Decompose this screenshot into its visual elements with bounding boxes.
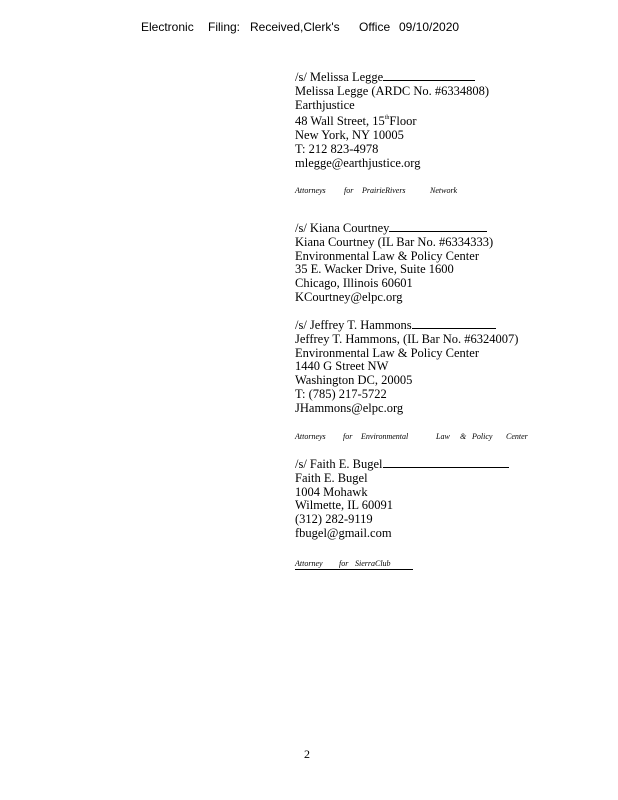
signature-block-legge — [295, 71, 489, 171]
attorneys-for-sierra-club — [295, 559, 413, 570]
header-electronic: Electronic — [141, 20, 194, 34]
city-line: New York, NY 10005 — [295, 128, 404, 143]
email-line: fbugel@gmail.com — [295, 525, 392, 540]
organization-line: Earthjustice — [295, 97, 355, 112]
signature-line — [295, 71, 489, 85]
signature-line — [295, 458, 509, 472]
phone-line: T: (785) 217-5722 — [295, 386, 387, 401]
attorneys-word: Attorneys — [295, 186, 326, 195]
street-line — [295, 112, 489, 129]
signature-underline — [389, 222, 487, 232]
email-line: mlegge@earthjustice.org — [295, 155, 421, 170]
attorney-name-line: Jeffrey T. Hammons, (IL Bar No. #6324007) — [295, 331, 519, 346]
signature-underline — [412, 319, 496, 329]
attorney-name-line: Faith E. Bugel — [295, 470, 368, 485]
signature-block-courtney — [295, 222, 493, 305]
signature-underline — [383, 458, 509, 468]
signature-underline — [383, 71, 475, 81]
client-word: SierraClub — [355, 559, 391, 568]
signature-text: /s/ Faith E. Bugel — [295, 457, 383, 471]
organization-line: Environmental Law & Policy Center — [295, 248, 479, 263]
for-word: for — [343, 432, 353, 441]
for-word: for — [339, 559, 349, 568]
signature-text: /s/ Kiana Courtney — [295, 221, 390, 235]
phone-line: (312) 282-9119 — [295, 512, 373, 527]
client-word: Center — [506, 432, 528, 441]
street-line: 1004 Mohawk — [295, 484, 368, 499]
attorneys-word: Attorney — [295, 559, 323, 568]
email-line: JHammons@elpc.org — [295, 400, 404, 415]
header-office: Office — [359, 20, 391, 34]
client-word: Network — [430, 186, 458, 195]
attorney-name-line: Kiana Courtney (IL Bar No. #6334333) — [295, 234, 494, 249]
client-word: Law — [436, 432, 450, 441]
signature-block-bugel — [295, 458, 509, 541]
client-word: & — [460, 432, 467, 441]
for-word: for — [344, 186, 354, 195]
city-line: Wilmette, IL 60091 — [295, 498, 393, 513]
street-text: 48 Wall Street, 15 — [295, 114, 385, 129]
page-number: 2 — [304, 747, 310, 761]
street-superscript: th — [384, 115, 390, 122]
street-line: 35 E. Wacker Drive, Suite 1600 — [295, 262, 454, 277]
attorney-name-line: Melissa Legge (ARDC No. #6334808) — [295, 83, 490, 98]
signature-text: /s/ Melissa Legge — [295, 70, 384, 84]
city-line: Washington DC, 20005 — [295, 373, 413, 388]
street-floor: Floor — [389, 114, 417, 129]
phone-line: T: 212 823-4978 — [295, 141, 379, 156]
signature-line — [295, 222, 493, 236]
filing-header — [0, 20, 618, 36]
street-line: 1440 G Street NW — [295, 359, 389, 374]
email-line: KCourtney@elpc.org — [295, 289, 403, 304]
header-filing: Filing: — [208, 20, 241, 34]
header-received: Received,Clerk's — [250, 20, 340, 34]
client-word: Environmental — [361, 432, 409, 441]
attorneys-word: Attorneys — [295, 432, 326, 441]
client-word: Policy — [472, 432, 493, 441]
signature-text: /s/ Jeffrey T. Hammons — [295, 318, 412, 332]
city-line: Chicago, Illinois 60601 — [295, 276, 413, 291]
organization-line: Environmental Law & Policy Center — [295, 345, 479, 360]
signature-line — [295, 319, 518, 333]
client-word: PrairieRivers — [362, 186, 406, 195]
header-date: 09/10/2020 — [399, 20, 460, 34]
signature-block-hammons — [295, 319, 518, 416]
